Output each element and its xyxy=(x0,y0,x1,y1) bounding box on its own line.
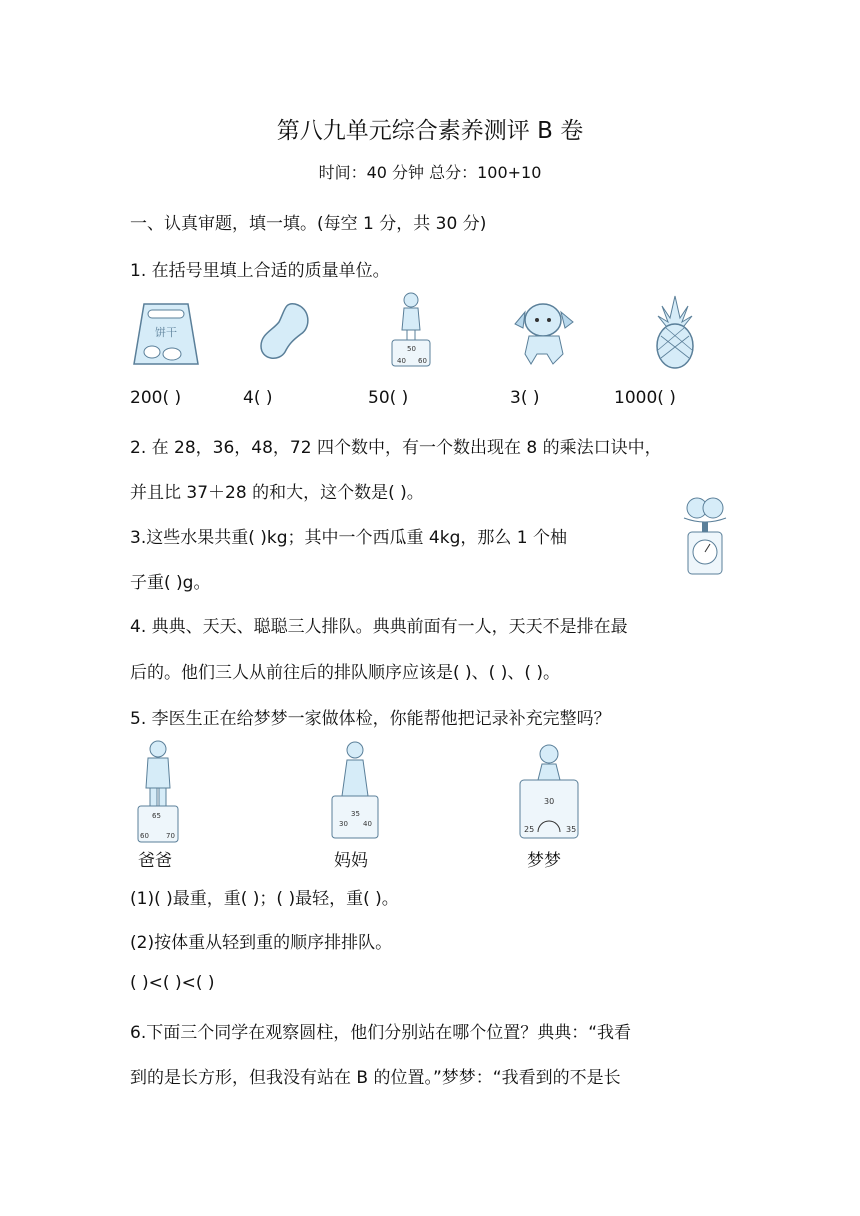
scale-tick: 50 xyxy=(407,345,416,353)
exam-info: 时间：40 分钟 总分：100+10 xyxy=(318,163,542,182)
fruit-scale-icon xyxy=(680,494,730,578)
q3-line1: 3.这些水果共重( )kg；其中一个西瓜重 4kg，那么 1 个柚 xyxy=(130,528,568,548)
scale-tick: 60 xyxy=(418,357,427,365)
mom-on-scale-icon xyxy=(330,738,380,840)
q1-answer: 4( ) xyxy=(243,388,273,408)
pineapple-icon xyxy=(652,294,698,370)
q3-line2: 子重( )g。 xyxy=(130,573,211,593)
q1-answer: 200( ) xyxy=(130,388,182,408)
scale-tick: 40 xyxy=(363,820,372,828)
scale-tick: 35 xyxy=(351,810,360,818)
q2-line2: 并且比 37＋28 的和大，这个数是( )。 xyxy=(130,483,424,503)
person-name: 妈妈 xyxy=(334,851,368,871)
q5-part2: (2)按体重从轻到重的顺序排排队。 xyxy=(130,933,393,953)
section-heading: 一、认真审题，填一填。(每空 1 分，共 30 分) xyxy=(130,214,487,234)
q1-answer: 3( ) xyxy=(510,388,540,408)
scale-tick: 35 xyxy=(566,825,577,834)
scale-tick: 40 xyxy=(397,357,406,365)
girl-on-scale-icon xyxy=(386,290,436,368)
person-name: 梦梦 xyxy=(527,851,561,871)
q1-answer: 50( ) xyxy=(368,388,409,408)
page-title: 第八九单元综合素养测评 B 卷 xyxy=(276,118,584,144)
q5-part1: (1)( )最重，重( )；( )最轻，重( )。 xyxy=(130,889,399,909)
puppy-icon xyxy=(513,298,577,368)
scale-tick: 70 xyxy=(166,832,175,840)
peanut-icon xyxy=(255,300,315,364)
dad-on-scale-icon xyxy=(136,738,180,844)
person-name: 爸爸 xyxy=(138,851,172,871)
scale-tick: 30 xyxy=(339,820,348,828)
scale-tick: 25 xyxy=(524,825,535,834)
q2-line1: 2. 在 28，36，48，72 四个数中，有一个数出现在 8 的乘法口诀中， xyxy=(130,438,662,458)
scale-tick: 60 xyxy=(140,832,149,840)
q1-text: 1. 在括号里填上合适的质量单位。 xyxy=(130,261,390,281)
girl-on-scale-icon xyxy=(518,742,580,840)
q6-line2: 到的是长方形，但我没有站在 B 的位置。”梦梦：“我看到的不是长 xyxy=(130,1068,621,1088)
q4-line2: 后的。他们三人从前往后的排队顺序应该是( )、( )、( )。 xyxy=(130,663,561,683)
q4-line1: 4. 典典、天天、聪聪三人排队。典典前面有一人，天天不是排在最 xyxy=(130,617,628,637)
q1-answer: 1000( ) xyxy=(614,388,676,408)
scale-tick: 65 xyxy=(152,812,161,820)
biscuit-bag-icon xyxy=(130,298,202,370)
q6-line1: 6.下面三个同学在观察圆柱，他们分别站在哪个位置？典典：“我看 xyxy=(130,1023,632,1043)
q5-order: ( )<( )<( ) xyxy=(130,973,215,993)
biscuit-label: 饼干 xyxy=(155,326,177,339)
q5-text: 5. 李医生正在给梦梦一家做体检，你能帮他把记录补充完整吗？ xyxy=(130,709,611,729)
scale-tick: 30 xyxy=(544,797,555,806)
